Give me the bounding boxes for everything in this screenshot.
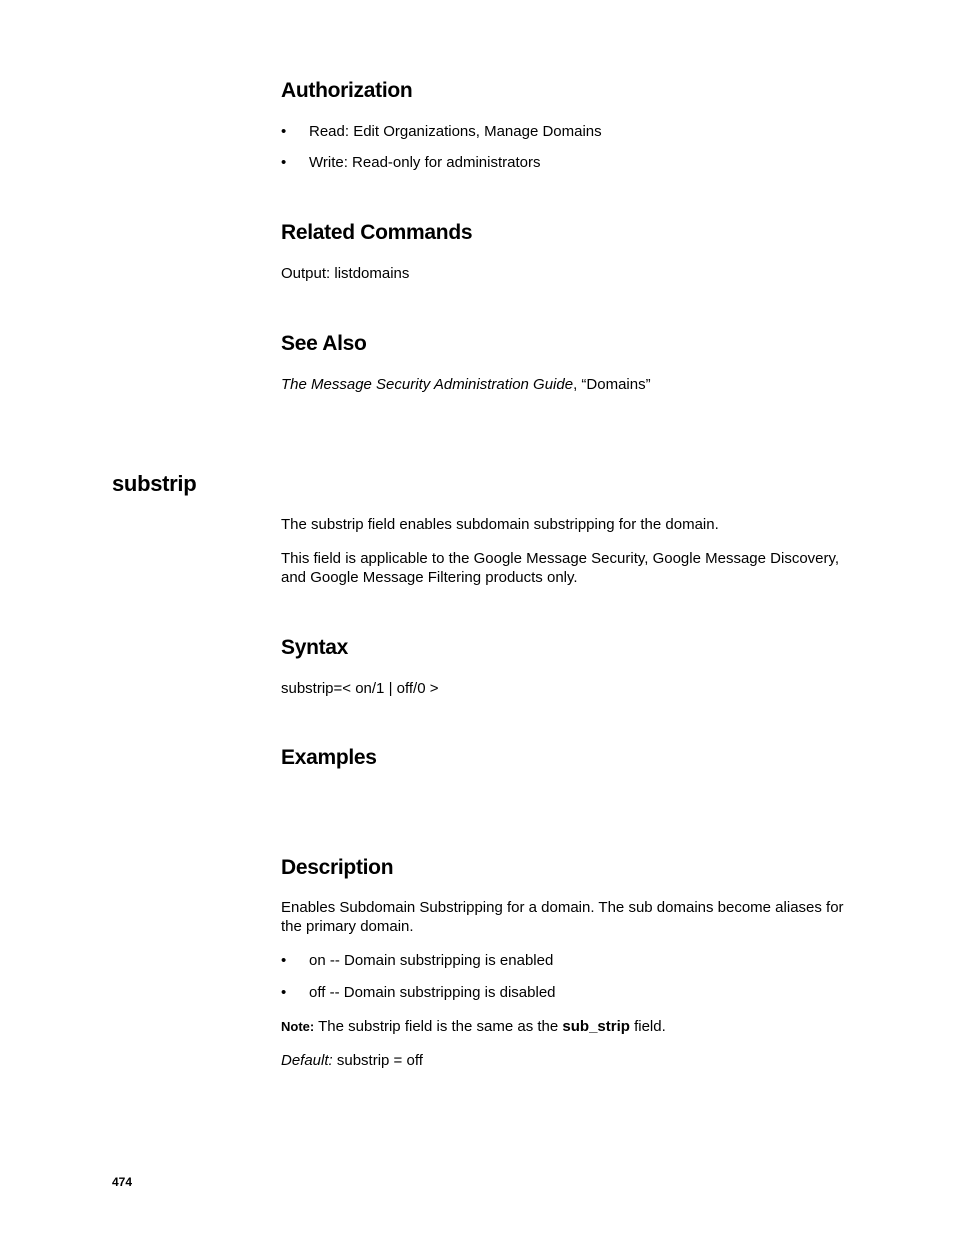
list-item xyxy=(281,153,851,172)
list-item xyxy=(281,983,851,1002)
note-text-end: field. xyxy=(629,1018,666,1035)
substrip-applicability: This field is applicable to the Google Message Security, Google Message Discovery, and Google Message Filtering products only. xyxy=(281,550,840,586)
list-item xyxy=(281,122,851,141)
note-text: The substrip field is the same as the xyxy=(314,1018,563,1035)
note-label: Note: xyxy=(281,1019,315,1034)
note-field-name: sub_strip xyxy=(562,1018,630,1035)
list-item-text: Read: Edit Organizations, Manage Domains xyxy=(309,123,602,140)
guide-chapter: , “Domains” xyxy=(573,376,651,393)
bullet-icon: • xyxy=(281,154,287,171)
list-item-text: off -- Domain substripping is disabled xyxy=(309,984,556,1001)
description-text: Enables Subdomain Substripping for a domain. The sub domains become aliases for the primary domain. xyxy=(281,899,844,935)
section-heading-related-commands: Related Commands xyxy=(281,221,473,244)
section-heading-authorization: Authorization xyxy=(281,79,413,102)
related-commands-text: Output: listdomains xyxy=(281,265,410,282)
default-label: Default: xyxy=(281,1052,333,1069)
note xyxy=(281,1017,851,1036)
bullet-icon: • xyxy=(281,123,287,140)
syntax-text: substrip=< on/1 | off/0 > xyxy=(281,680,439,697)
guide-title: The Message Security Administration Guide xyxy=(281,376,574,393)
see-also-reference xyxy=(281,375,851,394)
section-heading-description: Description xyxy=(281,856,394,879)
page-number: 474 xyxy=(112,1175,133,1189)
section-heading-syntax: Syntax xyxy=(281,636,349,659)
list-item xyxy=(281,951,851,970)
bullet-icon: • xyxy=(281,952,287,969)
list-item-text: on -- Domain substripping is enabled xyxy=(309,952,554,969)
default-text: substrip = off xyxy=(332,1052,423,1069)
section-heading-see-also: See Also xyxy=(281,332,367,355)
default-value xyxy=(281,1051,851,1070)
list-item-text: Write: Read-only for administrators xyxy=(309,154,541,171)
section-heading-examples: Examples xyxy=(281,746,377,769)
bullet-icon: • xyxy=(281,984,287,1001)
field-heading-substrip: substrip xyxy=(112,471,197,496)
substrip-intro: The substrip field enables subdomain substripping for the domain. xyxy=(281,516,719,533)
